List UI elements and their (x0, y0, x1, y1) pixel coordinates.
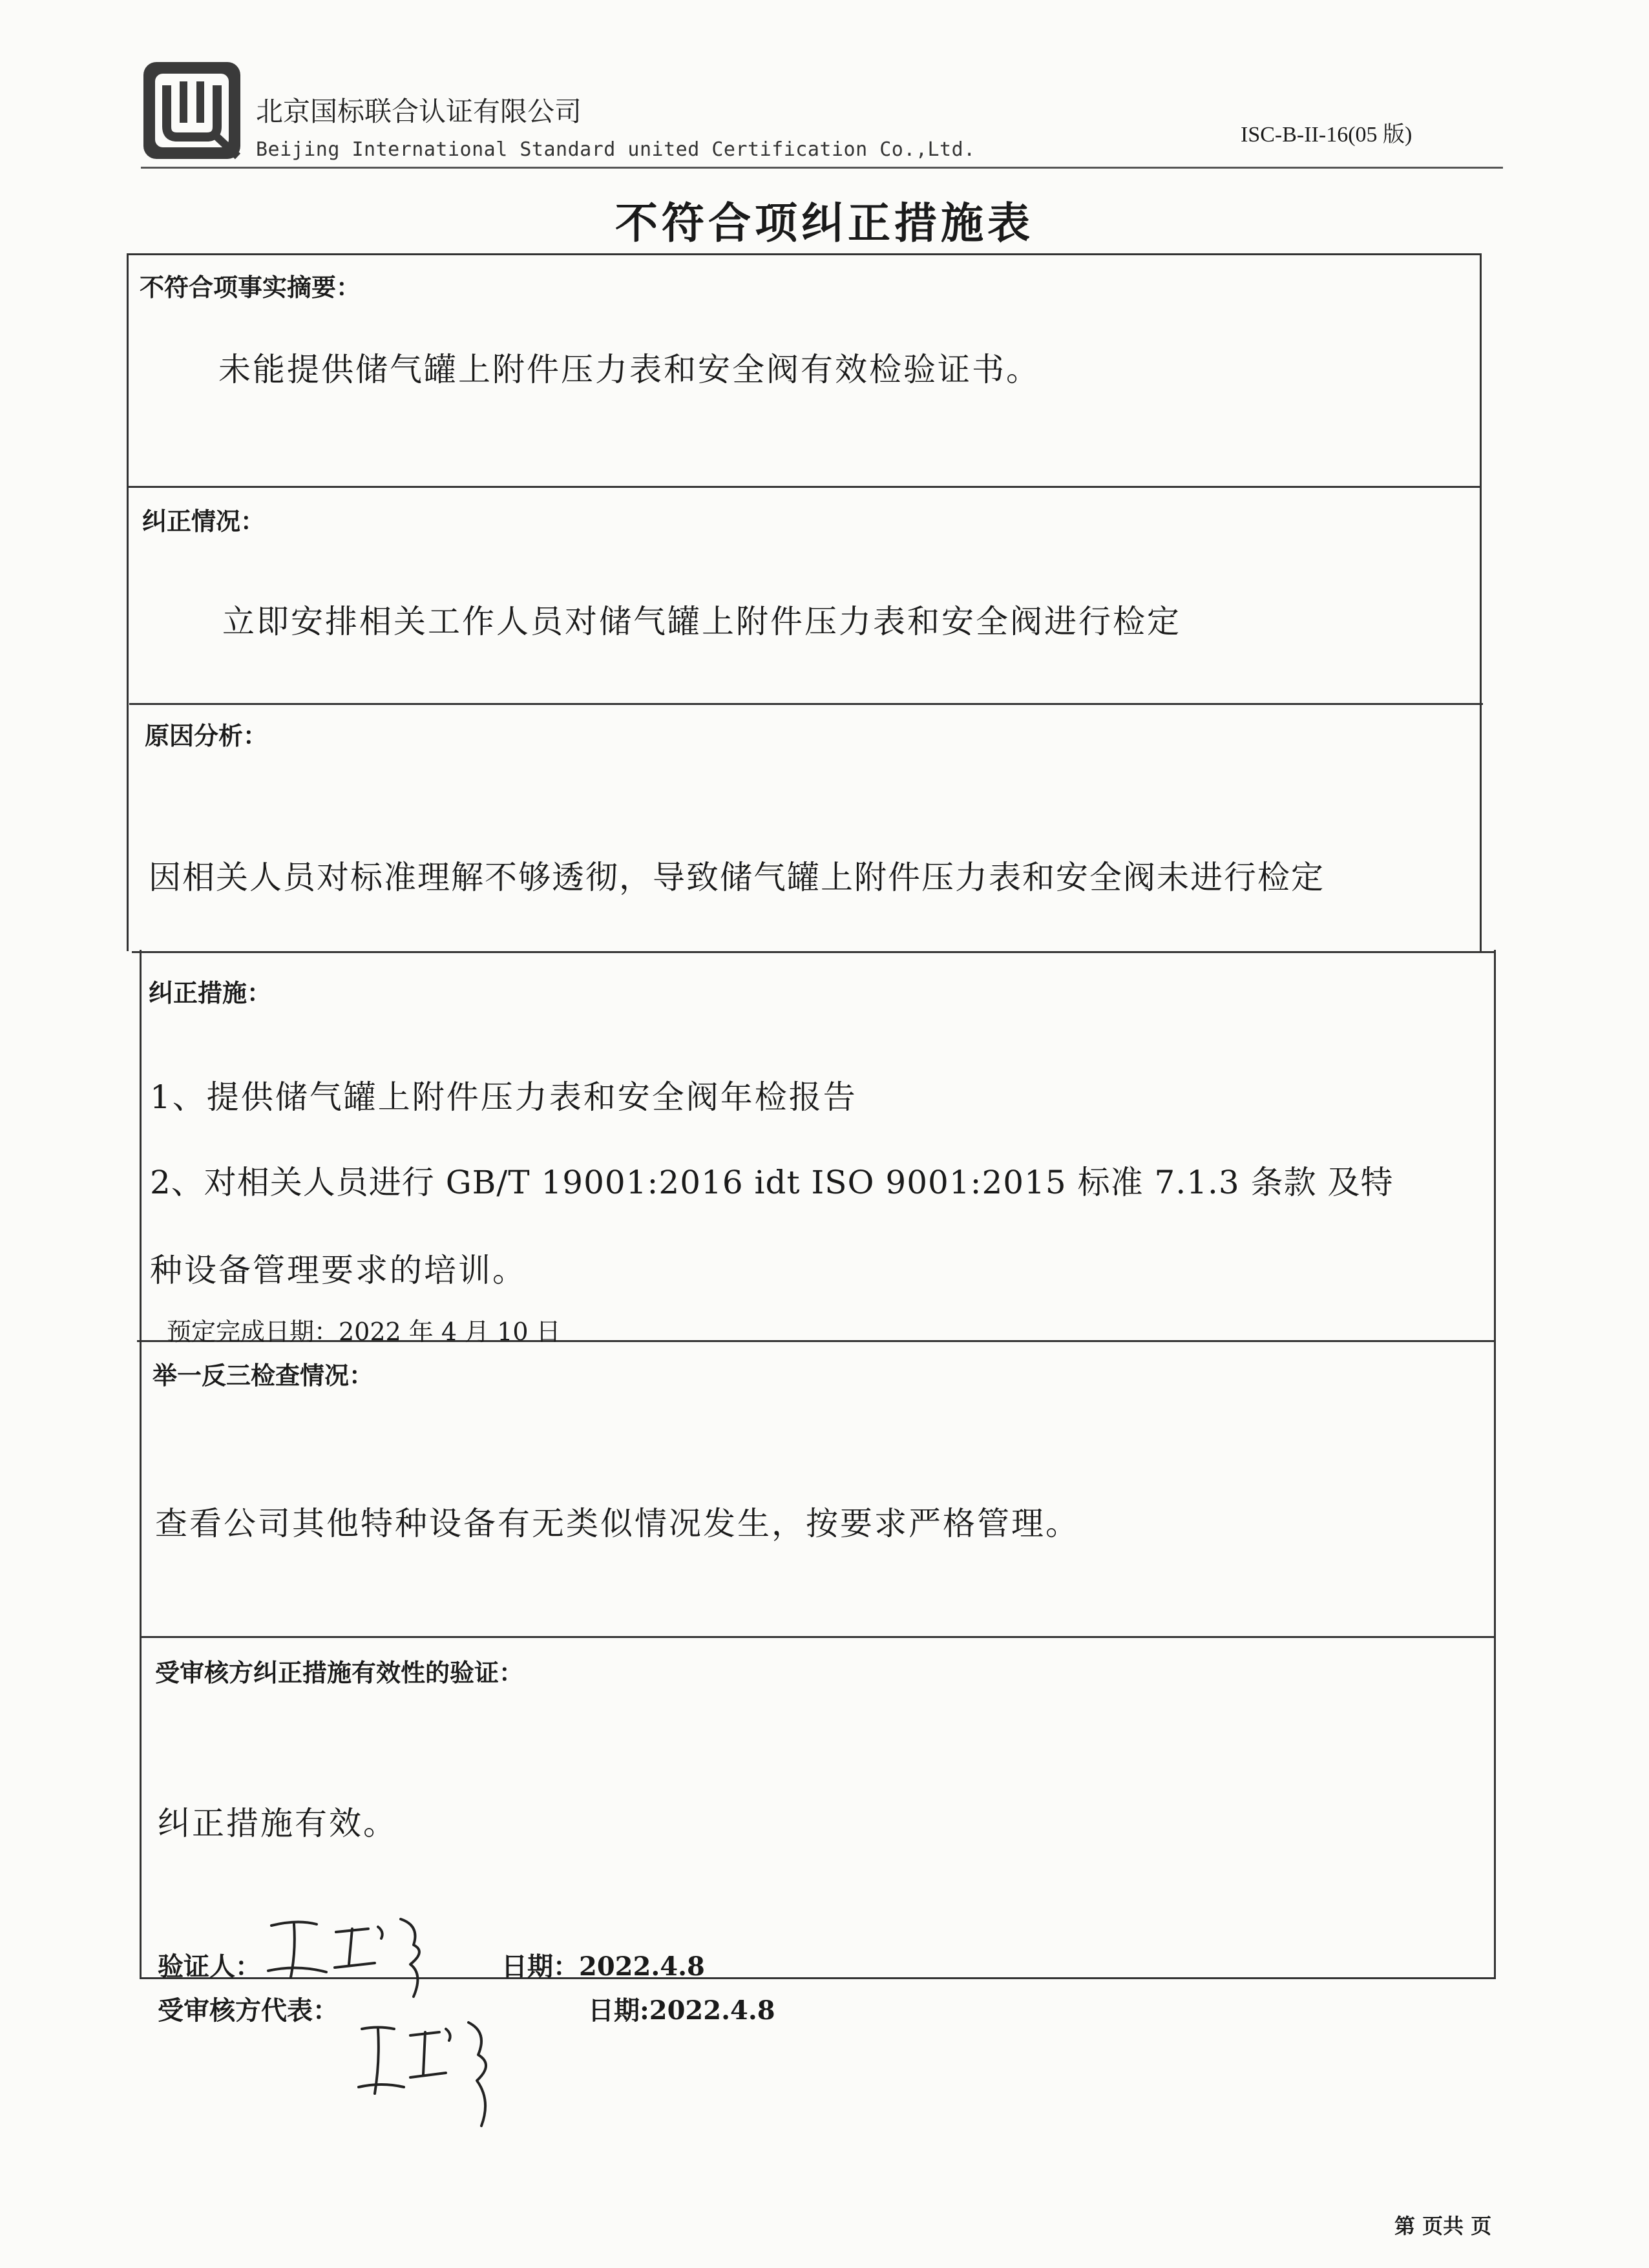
verifier-date: 日期：2022.4.8 (501, 1951, 705, 1982)
correction-text: 立即安排相关工作人员对储气罐上附件压力表和安全阀进行检定 (222, 603, 1181, 640)
company-name-cn: 北京国标联合认证有限公司 (256, 96, 582, 127)
header-divider (141, 167, 1503, 169)
row-divider-top (127, 253, 1482, 255)
corrective-action-line-2: 2、对相关人员进行 GB/T 19001:2016 idt ISO 9001:2015 标准 7.1.3 条款 及特 (150, 1164, 1394, 1201)
table-right-border (1480, 253, 1482, 951)
auditee-rep-date: 日期:2022.4.8 (588, 1995, 775, 2026)
company-logo-icon (141, 59, 243, 162)
nonconformity-text: 未能提供储气罐上附件压力表和安全阀有效检验证书。 (218, 351, 1040, 388)
verifier-label: 验证人： (158, 1951, 261, 1982)
auditee-rep-signature (349, 2003, 517, 2132)
row-divider-1 (128, 486, 1482, 488)
corrective-action-line-3: 种设备管理要求的培训。 (150, 1252, 527, 1289)
table-left-border (127, 253, 129, 951)
row-divider-2 (129, 703, 1483, 705)
due-date: 预定完成日期：2022 年 4 月 10 日 (167, 1318, 561, 1346)
verifier-signature (258, 1900, 452, 2003)
row-divider-3 (132, 951, 1494, 953)
cause-label: 原因分析： (145, 722, 268, 750)
form-code: ISC-B-II-16(05 版) (1241, 123, 1413, 147)
page-number: 第 页共 页 (1394, 2214, 1492, 2238)
document-title: 不符合项纠正措施表 (615, 198, 1034, 248)
row-divider-5 (140, 1636, 1496, 1638)
company-name-en: Beijing International Standard united Certification Co.,Ltd. (256, 138, 976, 161)
table-left-border-lower (140, 950, 142, 1979)
corrective-action-line-1: 1、提供储气罐上附件压力表和安全阀年检报告 (150, 1078, 857, 1116)
verification-text: 纠正措施有效。 (158, 1805, 397, 1842)
nonconformity-label: 不符合项事实摘要： (140, 273, 361, 302)
table-right-border-lower (1494, 950, 1496, 1979)
auditee-rep-label: 受审核方代表： (158, 1995, 339, 2026)
cause-text: 因相关人员对标准理解不够透彻，导致储气罐上附件压力表和安全阀未进行检定 (149, 859, 1325, 896)
correction-label: 纠正情况： (142, 507, 266, 536)
corrective-action-label: 纠正措施： (149, 979, 272, 1007)
verification-label: 受审核方纠正措施有效性的验证： (155, 1659, 524, 1687)
extension-check-label: 举一反三检查情况： (152, 1361, 374, 1390)
extension-check-text: 查看公司其他特种设备有无类似情况发生，按要求严格管理。 (155, 1505, 1080, 1542)
